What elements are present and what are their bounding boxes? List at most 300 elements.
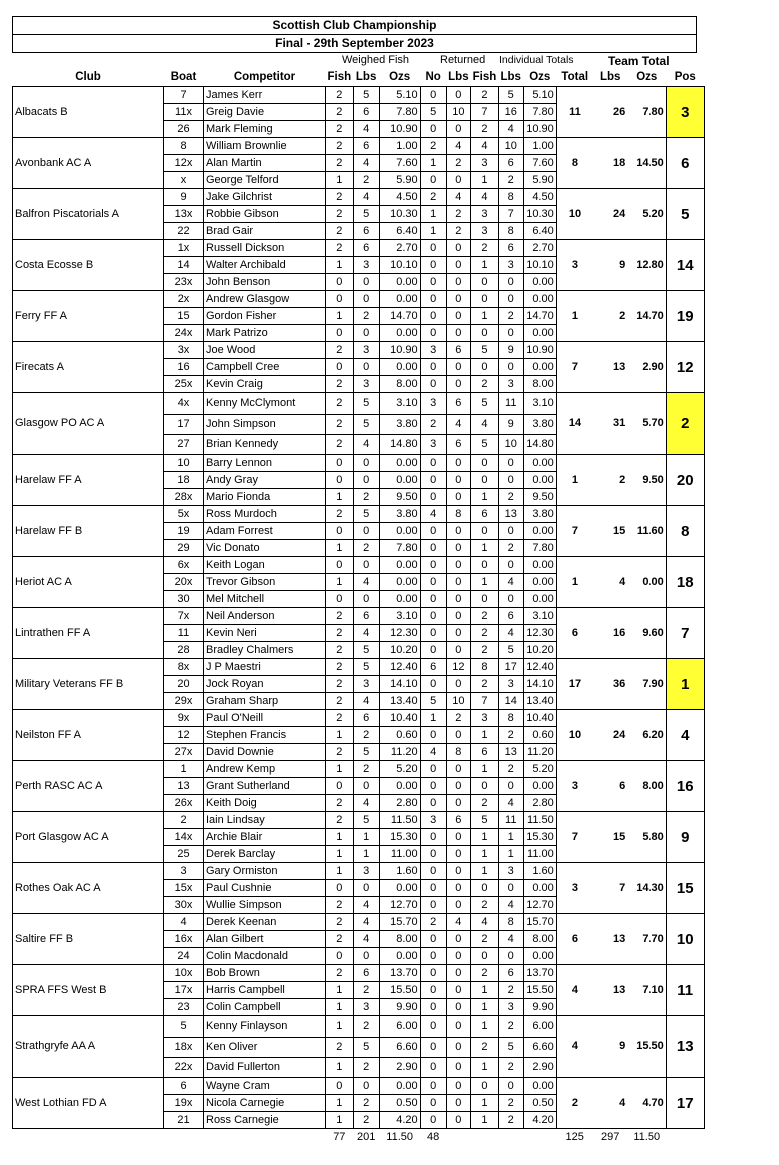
cell-lbs: 2 (353, 761, 379, 778)
cell-lbs: 6 (353, 223, 379, 240)
cell-ind-fish: 5 (471, 812, 499, 829)
cell-returned-lbs: 0 (446, 87, 470, 104)
team-total: 7 (556, 506, 593, 557)
cell-returned-no: 0 (420, 87, 446, 104)
cell-fish: 2 (326, 795, 354, 812)
cell-competitor: Gordon Fisher (204, 308, 326, 325)
cell-returned-no: 0 (420, 1112, 446, 1129)
cell-lbs: 4 (353, 574, 379, 591)
cell-ind-lbs: 1 (498, 829, 523, 846)
cell-ozs: 5.20 (379, 761, 420, 778)
cell-ozs: 8.00 (379, 931, 420, 948)
team-total: 3 (556, 240, 593, 291)
cell-boat: 28 (164, 642, 204, 659)
cell-boat: 26 (164, 121, 204, 138)
team-lbs: 36 (593, 659, 627, 710)
grand-total-team-ozs: 11.50 (633, 1130, 661, 1143)
cell-returned-lbs: 8 (446, 744, 470, 761)
cell-returned-no: 0 (420, 291, 446, 308)
team-ozs: 14.70 (627, 291, 666, 342)
cell-lbs: 2 (353, 727, 379, 744)
cell-ind-fish: 1 (471, 1095, 499, 1112)
cell-ind-ozs: 0.00 (523, 359, 556, 376)
cell-boat: 14 (164, 257, 204, 274)
cell-competitor: Alan Gilbert (204, 931, 326, 948)
cell-ind-lbs: 0 (498, 1078, 523, 1095)
column-header-ind-ozs: Ozs (529, 71, 551, 83)
cell-returned-no: 1 (420, 206, 446, 223)
grand-total-lbs: 201 (356, 1130, 376, 1143)
cell-ind-fish: 1 (471, 1016, 499, 1038)
cell-fish: 2 (326, 415, 354, 435)
position-badge: 16 (666, 761, 704, 812)
cell-ind-ozs: 15.70 (523, 914, 556, 931)
cell-ozs: 3.80 (379, 506, 420, 523)
empty-cell (666, 1129, 704, 1146)
cell-ind-lbs: 0 (498, 359, 523, 376)
cell-ozs: 2.70 (379, 240, 420, 257)
cell-ozs: 6.60 (379, 1038, 420, 1058)
cell-fish: 2 (326, 104, 354, 121)
position-badge: 15 (666, 863, 704, 914)
cell-lbs: 0 (353, 591, 379, 608)
cell-returned-no: 0 (420, 829, 446, 846)
cell-returned-no: 0 (420, 489, 446, 506)
cell-returned-no: 0 (420, 172, 446, 189)
cell-fish: 0 (326, 274, 354, 291)
cell-lbs: 6 (353, 965, 379, 982)
club-name: West Lothian FD A (13, 1078, 164, 1129)
cell-returned-lbs: 0 (446, 897, 470, 914)
cell-ozs: 3.10 (379, 393, 420, 415)
position-badge: 6 (666, 138, 704, 189)
table-row (13, 812, 705, 829)
cell-ind-lbs: 8 (498, 710, 523, 727)
cell-ind-ozs: 0.00 (523, 523, 556, 540)
cell-lbs: 6 (353, 138, 379, 155)
cell-ozs: 10.90 (379, 342, 420, 359)
cell-returned-lbs: 0 (446, 608, 470, 625)
cell-returned-lbs: 0 (446, 325, 470, 342)
cell-ind-ozs: 11.20 (523, 744, 556, 761)
cell-lbs: 2 (353, 1016, 379, 1038)
cell-returned-lbs: 0 (446, 359, 470, 376)
cell-ind-fish: 1 (471, 489, 499, 506)
cell-ind-fish: 4 (471, 415, 499, 435)
cell-returned-lbs: 0 (446, 642, 470, 659)
club-name: Port Glasgow AC A (13, 812, 164, 863)
cell-competitor: Walter Archibald (204, 257, 326, 274)
cell-ind-fish: 0 (471, 591, 499, 608)
cell-competitor: Nicola Carnegie (204, 1095, 326, 1112)
cell-ind-ozs: 0.00 (523, 557, 556, 574)
cell-fish: 2 (326, 965, 354, 982)
cell-returned-no: 0 (420, 965, 446, 982)
cell-ozs: 14.80 (379, 435, 420, 455)
cell-returned-lbs: 4 (446, 415, 470, 435)
cell-lbs: 0 (353, 472, 379, 489)
cell-ind-lbs: 2 (498, 1058, 523, 1078)
results-sheet (12, 16, 772, 1145)
cell-returned-lbs: 0 (446, 557, 470, 574)
cell-lbs: 5 (353, 506, 379, 523)
team-total: 17 (556, 659, 593, 710)
cell-returned-lbs: 0 (446, 591, 470, 608)
cell-ozs: 5.90 (379, 172, 420, 189)
cell-lbs: 2 (353, 1112, 379, 1129)
cell-competitor: Iain Lindsay (204, 812, 326, 829)
cell-ozs: 6.00 (379, 1016, 420, 1038)
cell-competitor: Kevin Craig (204, 376, 326, 393)
team-total: 14 (556, 393, 593, 455)
cell-returned-lbs: 0 (446, 761, 470, 778)
cell-ozs: 11.20 (379, 744, 420, 761)
position-badge: 13 (666, 1016, 704, 1078)
column-header-ind-lbs: Lbs (500, 71, 521, 83)
cell-returned-lbs: 0 (446, 291, 470, 308)
cell-ind-lbs: 3 (498, 676, 523, 693)
column-header-team-ozs: Ozs (636, 71, 658, 83)
cell-ind-ozs: 14.10 (523, 676, 556, 693)
cell-ind-fish: 1 (471, 1058, 499, 1078)
cell-fish: 2 (326, 897, 354, 914)
column-header-fish: Fish (327, 71, 352, 83)
cell-returned-no: 0 (420, 676, 446, 693)
cell-returned-no: 1 (420, 223, 446, 240)
team-lbs: 24 (593, 189, 627, 240)
column-header-returned-lbs: Lbs (448, 71, 469, 83)
table-row (13, 1016, 705, 1038)
cell-boat: 11 (164, 625, 204, 642)
column-header-pos: Pos (674, 71, 696, 83)
cell-ind-lbs: 2 (498, 540, 523, 557)
cell-returned-lbs: 0 (446, 625, 470, 642)
cell-boat: 25x (164, 376, 204, 393)
cell-boat: 1x (164, 240, 204, 257)
cell-ind-fish: 5 (471, 393, 499, 415)
cell-ind-lbs: 0 (498, 325, 523, 342)
club-name: Neilston FF A (13, 710, 164, 761)
cell-ind-lbs: 3 (498, 863, 523, 880)
cell-lbs: 4 (353, 897, 379, 914)
cell-boat: 15 (164, 308, 204, 325)
cell-ind-fish: 1 (471, 172, 499, 189)
cell-lbs: 5 (353, 659, 379, 676)
cell-returned-lbs: 0 (446, 274, 470, 291)
cell-ind-fish: 2 (471, 931, 499, 948)
cell-returned-lbs: 0 (446, 795, 470, 812)
cell-ind-fish: 2 (471, 121, 499, 138)
cell-lbs: 3 (353, 999, 379, 1016)
cell-ind-lbs: 8 (498, 189, 523, 206)
cell-returned-no: 0 (420, 257, 446, 274)
cell-ind-ozs: 12.30 (523, 625, 556, 642)
cell-returned-lbs: 0 (446, 172, 470, 189)
cell-ind-fish: 0 (471, 1078, 499, 1095)
cell-ozs: 10.30 (379, 206, 420, 223)
cell-fish: 2 (326, 206, 354, 223)
cell-returned-no: 0 (420, 948, 446, 965)
cell-ind-fish: 4 (471, 138, 499, 155)
cell-boat: 12 (164, 727, 204, 744)
cell-returned-lbs: 0 (446, 948, 470, 965)
cell-returned-no: 0 (420, 472, 446, 489)
cell-ozs: 6.40 (379, 223, 420, 240)
cell-lbs: 2 (353, 489, 379, 506)
position-badge: 2 (666, 393, 704, 455)
cell-ind-fish: 3 (471, 206, 499, 223)
grand-total-team-total: 125 (565, 1130, 584, 1143)
cell-ind-lbs: 1 (498, 846, 523, 863)
cell-fish: 2 (326, 506, 354, 523)
cell-ozs: 0.00 (379, 557, 420, 574)
cell-competitor: David Downie (204, 744, 326, 761)
column-header-ind-fish: Fish (472, 71, 497, 83)
cell-competitor: J P Maestri (204, 659, 326, 676)
team-ozs: 0.00 (627, 557, 666, 608)
cell-ind-ozs: 0.60 (523, 727, 556, 744)
team-lbs: 31 (593, 393, 627, 455)
cell-ozs: 0.00 (379, 325, 420, 342)
cell-ozs: 0.00 (379, 523, 420, 540)
cell-lbs: 4 (353, 189, 379, 206)
cell-ozs: 7.60 (379, 155, 420, 172)
cell-fish: 2 (326, 931, 354, 948)
cell-returned-lbs: 0 (446, 574, 470, 591)
cell-competitor: Stephen Francis (204, 727, 326, 744)
cell-ind-fish: 1 (471, 999, 499, 1016)
column-header-team-lbs: Lbs (600, 71, 621, 83)
cell-ind-fish: 2 (471, 897, 499, 914)
empty-cell (13, 1129, 164, 1146)
cell-boat: 6x (164, 557, 204, 574)
cell-ind-lbs: 8 (498, 223, 523, 240)
cell-competitor: Andrew Kemp (204, 761, 326, 778)
cell-ozs: 14.70 (379, 308, 420, 325)
club-name: Costa Ecosse B (13, 240, 164, 291)
cell-competitor: Russell Dickson (204, 240, 326, 257)
cell-ind-fish: 2 (471, 642, 499, 659)
empty-cell (164, 1129, 204, 1146)
cell-ind-lbs: 4 (498, 574, 523, 591)
cell-returned-lbs: 6 (446, 393, 470, 415)
cell-ind-fish: 4 (471, 914, 499, 931)
cell-returned-no: 0 (420, 359, 446, 376)
cell-boat: 23x (164, 274, 204, 291)
cell-ozs: 11.50 (379, 812, 420, 829)
cell-ozs: 10.10 (379, 257, 420, 274)
cell-returned-lbs: 0 (446, 846, 470, 863)
cell-ind-fish: 0 (471, 472, 499, 489)
cell-ind-ozs: 11.00 (523, 846, 556, 863)
cell-ind-fish: 2 (471, 87, 499, 104)
cell-ind-fish: 3 (471, 710, 499, 727)
cell-ind-fish: 7 (471, 693, 499, 710)
cell-returned-lbs: 0 (446, 376, 470, 393)
cell-lbs: 3 (353, 376, 379, 393)
cell-returned-no: 0 (420, 455, 446, 472)
cell-ind-lbs: 2 (498, 489, 523, 506)
team-lbs: 13 (593, 914, 627, 965)
cell-ind-ozs: 14.70 (523, 308, 556, 325)
team-total: 10 (556, 189, 593, 240)
team-total: 1 (556, 557, 593, 608)
cell-competitor: Paul Cushnie (204, 880, 326, 897)
cell-fish: 0 (326, 591, 354, 608)
cell-returned-lbs: 2 (446, 155, 470, 172)
cell-fish: 2 (326, 342, 354, 359)
cell-returned-no: 1 (420, 155, 446, 172)
cell-returned-no: 0 (420, 557, 446, 574)
cell-returned-lbs: 0 (446, 121, 470, 138)
cell-boat: 22x (164, 1058, 204, 1078)
team-ozs: 9.60 (627, 608, 666, 659)
club-name: Rothes Oak AC A (13, 863, 164, 914)
cell-boat: 7x (164, 608, 204, 625)
team-ozs: 7.80 (627, 87, 666, 138)
cell-boat: 19x (164, 1095, 204, 1112)
position-badge: 12 (666, 342, 704, 393)
cell-ind-ozs: 0.00 (523, 778, 556, 795)
cell-fish: 2 (326, 710, 354, 727)
cell-boat: 14x (164, 829, 204, 846)
cell-returned-no: 0 (420, 931, 446, 948)
cell-boat: 29 (164, 540, 204, 557)
column-header-boat: Boat (170, 71, 197, 83)
cell-ind-ozs: 3.10 (523, 393, 556, 415)
cell-lbs: 0 (353, 523, 379, 540)
cell-returned-no: 0 (420, 897, 446, 914)
cell-ind-fish: 5 (471, 435, 499, 455)
cell-ozs: 4.20 (379, 1112, 420, 1129)
cell-fish: 0 (326, 291, 354, 308)
cell-fish: 2 (326, 812, 354, 829)
cell-ind-lbs: 2 (498, 1095, 523, 1112)
cell-lbs: 0 (353, 455, 379, 472)
team-lbs: 16 (593, 608, 627, 659)
cell-returned-no: 0 (420, 727, 446, 744)
cell-ind-fish: 0 (471, 291, 499, 308)
cell-boat: 16 (164, 359, 204, 376)
cell-fish: 2 (326, 676, 354, 693)
cell-ind-fish: 2 (471, 676, 499, 693)
club-name: Strathgryfe AA A (13, 1016, 164, 1078)
cell-returned-lbs: 2 (446, 223, 470, 240)
cell-ozs: 14.10 (379, 676, 420, 693)
cell-ind-ozs: 4.50 (523, 189, 556, 206)
cell-returned-no: 0 (420, 574, 446, 591)
cell-ind-ozs: 5.90 (523, 172, 556, 189)
weighed-fish-header: Weighed Fish (342, 54, 410, 66)
cell-ozs: 3.80 (379, 415, 420, 435)
position-badge: 11 (666, 965, 704, 1016)
cell-returned-no: 0 (420, 778, 446, 795)
team-ozs: 6.20 (627, 710, 666, 761)
cell-returned-lbs: 0 (446, 999, 470, 1016)
cell-ozs: 15.50 (379, 982, 420, 999)
cell-competitor: James Kerr (204, 87, 326, 104)
cell-returned-no: 0 (420, 1058, 446, 1078)
cell-returned-no: 0 (420, 846, 446, 863)
cell-fish: 1 (326, 999, 354, 1016)
cell-returned-no: 3 (420, 812, 446, 829)
cell-ozs: 0.00 (379, 359, 420, 376)
cell-boat: x (164, 172, 204, 189)
cell-lbs: 4 (353, 121, 379, 138)
cell-ind-lbs: 7 (498, 206, 523, 223)
cell-ind-ozs: 8.00 (523, 376, 556, 393)
cell-ind-fish: 2 (471, 1038, 499, 1058)
cell-returned-lbs: 2 (446, 710, 470, 727)
cell-boat: 4x (164, 393, 204, 415)
column-header-ozs: Ozs (389, 71, 411, 83)
cell-returned-no: 0 (420, 880, 446, 897)
cell-ind-fish: 3 (471, 155, 499, 172)
cell-fish: 1 (326, 1095, 354, 1112)
cell-ind-ozs: 6.40 (523, 223, 556, 240)
cell-competitor: Andrew Glasgow (204, 291, 326, 308)
team-total: 3 (556, 863, 593, 914)
cell-competitor: Colin Campbell (204, 999, 326, 1016)
team-total: 6 (556, 914, 593, 965)
cell-boat: 2x (164, 291, 204, 308)
cell-boat: 12x (164, 155, 204, 172)
cell-ind-lbs: 0 (498, 880, 523, 897)
cell-fish: 0 (326, 880, 354, 897)
cell-ind-lbs: 10 (498, 435, 523, 455)
cell-returned-no: 5 (420, 693, 446, 710)
cell-lbs: 0 (353, 778, 379, 795)
cell-competitor: Kenny McClymont (204, 393, 326, 415)
cell-returned-no: 0 (420, 795, 446, 812)
team-lbs: 2 (593, 455, 627, 506)
cell-lbs: 1 (353, 829, 379, 846)
cell-returned-no: 0 (420, 325, 446, 342)
cell-boat: 24x (164, 325, 204, 342)
cell-boat: 17x (164, 982, 204, 999)
table-row (13, 291, 705, 308)
club-name: Firecats A (13, 342, 164, 393)
cell-returned-no: 2 (420, 415, 446, 435)
cell-ind-lbs: 17 (498, 659, 523, 676)
cell-competitor: Bradley Chalmers (204, 642, 326, 659)
cell-ind-fish: 6 (471, 744, 499, 761)
cell-ind-lbs: 0 (498, 557, 523, 574)
cell-returned-lbs: 0 (446, 982, 470, 999)
table-row (13, 506, 705, 523)
cell-returned-no: 0 (420, 625, 446, 642)
cell-competitor: Keith Logan (204, 557, 326, 574)
cell-ind-fish: 1 (471, 540, 499, 557)
cell-ind-lbs: 0 (498, 523, 523, 540)
table-row (13, 138, 705, 155)
cell-ind-fish: 0 (471, 948, 499, 965)
cell-competitor: Jock Royan (204, 676, 326, 693)
cell-returned-no: 0 (420, 999, 446, 1016)
position-badge: 1 (666, 659, 704, 710)
cell-lbs: 4 (353, 625, 379, 642)
cell-ozs: 0.60 (379, 727, 420, 744)
cell-competitor: Grant Sutherland (204, 778, 326, 795)
cell-competitor: Archie Blair (204, 829, 326, 846)
team-total: 10 (556, 710, 593, 761)
cell-returned-lbs: 10 (446, 104, 470, 121)
cell-ind-fish: 1 (471, 863, 499, 880)
cell-boat: 15x (164, 880, 204, 897)
club-name: Ferry FF A (13, 291, 164, 342)
cell-competitor: Adam Forrest (204, 523, 326, 540)
cell-competitor: Joe Wood (204, 342, 326, 359)
